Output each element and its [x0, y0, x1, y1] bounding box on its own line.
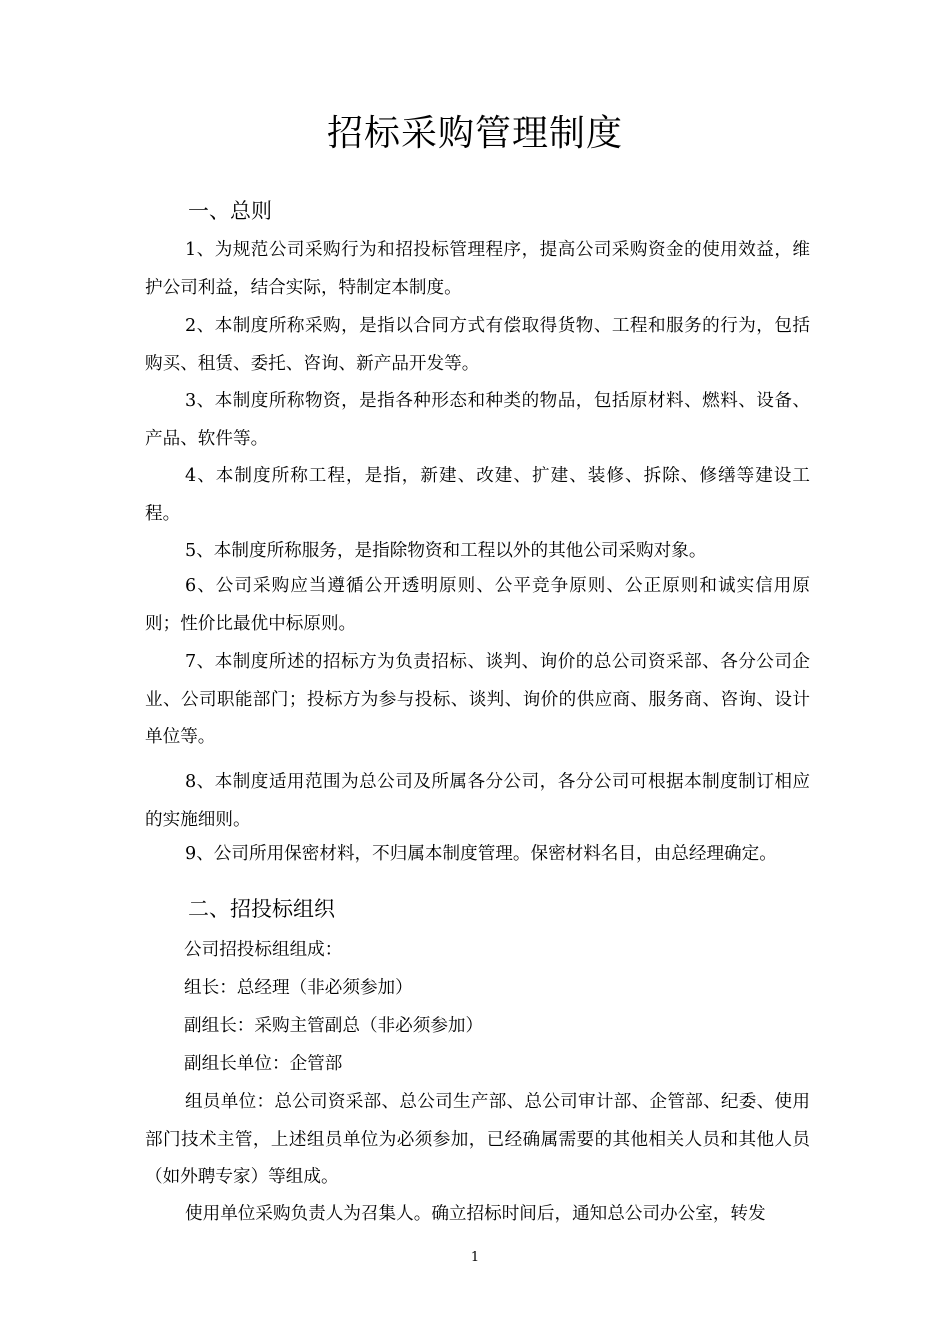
paragraph-8: 8、本制度适用范围为总公司及所属各分公司，各分公司可根据本制度制订相应的实施细则。 — [145, 772, 810, 830]
paragraph-2: 2、本制度所称采购，是指以合同方式有偿取得货物、工程和服务的行为，包括购买、租赁、委托、咨询、新产品开发等。 — [145, 316, 810, 374]
section-heading-organization: 二、招投标组织 — [188, 897, 335, 921]
paragraph-convener: 使用单位采购负责人为召集人。确立招标时间后，通知总公司办公室，转发 — [185, 1204, 766, 1224]
org-line-leader: 组长：总经理（非必须参加） — [184, 978, 413, 998]
org-line-deputy-leader: 副组长：采购主管副总（非必须参加） — [184, 1016, 484, 1036]
org-line-composition: 公司招投标组组成： — [184, 940, 343, 960]
paragraph-5: 5、本制度所称服务，是指除物资和工程以外的其他公司采购对象。 — [185, 541, 707, 561]
paragraph-1: 1、为规范公司采购行为和招投标管理程序，提高公司采购资金的使用效益，维护公司利益，结合实际，特制定本制度。 — [145, 240, 810, 298]
paragraph-3: 3、本制度所称物资，是指各种形态和种类的物品，包括原材料、燃料、设备、产品、软件等。 — [145, 391, 810, 449]
section-heading-general: 一、总则 — [188, 199, 272, 223]
page-number: 1 — [470, 1250, 480, 1265]
paragraph-4: 4、本制度所称工程，是指，新建、改建、扩建、装修、拆除、修缮等建设工程。 — [145, 466, 810, 524]
org-line-deputy-unit: 副组长单位：企管部 — [184, 1054, 343, 1074]
paragraph-7: 7、本制度所述的招标方为负责招标、谈判、询价的总公司资采部、各分公司企业、公司职能部门；投标方为参与投标、谈判、询价的供应商、服务商、咨询、设计单位等。 — [145, 652, 810, 748]
paragraph-members: 组员单位：总公司资采部、总公司生产部、总公司审计部、企管部、纪委、使用部门技术主管，上述组员单位为必须参加，已经确属需要的其他相关人员和其他人员（如外聘专家）等组成。 — [145, 1092, 810, 1188]
paragraph-6: 6、公司采购应当遵循公开透明原则、公平竞争原则、公正原则和诚实信用原则；性价比最优中标原则。 — [145, 576, 810, 634]
paragraph-9: 9、公司所用保密材料，不归属本制度管理。保密材料名目，由总经理确定。 — [185, 844, 777, 864]
document-title: 招标采购管理制度 — [326, 113, 623, 154]
